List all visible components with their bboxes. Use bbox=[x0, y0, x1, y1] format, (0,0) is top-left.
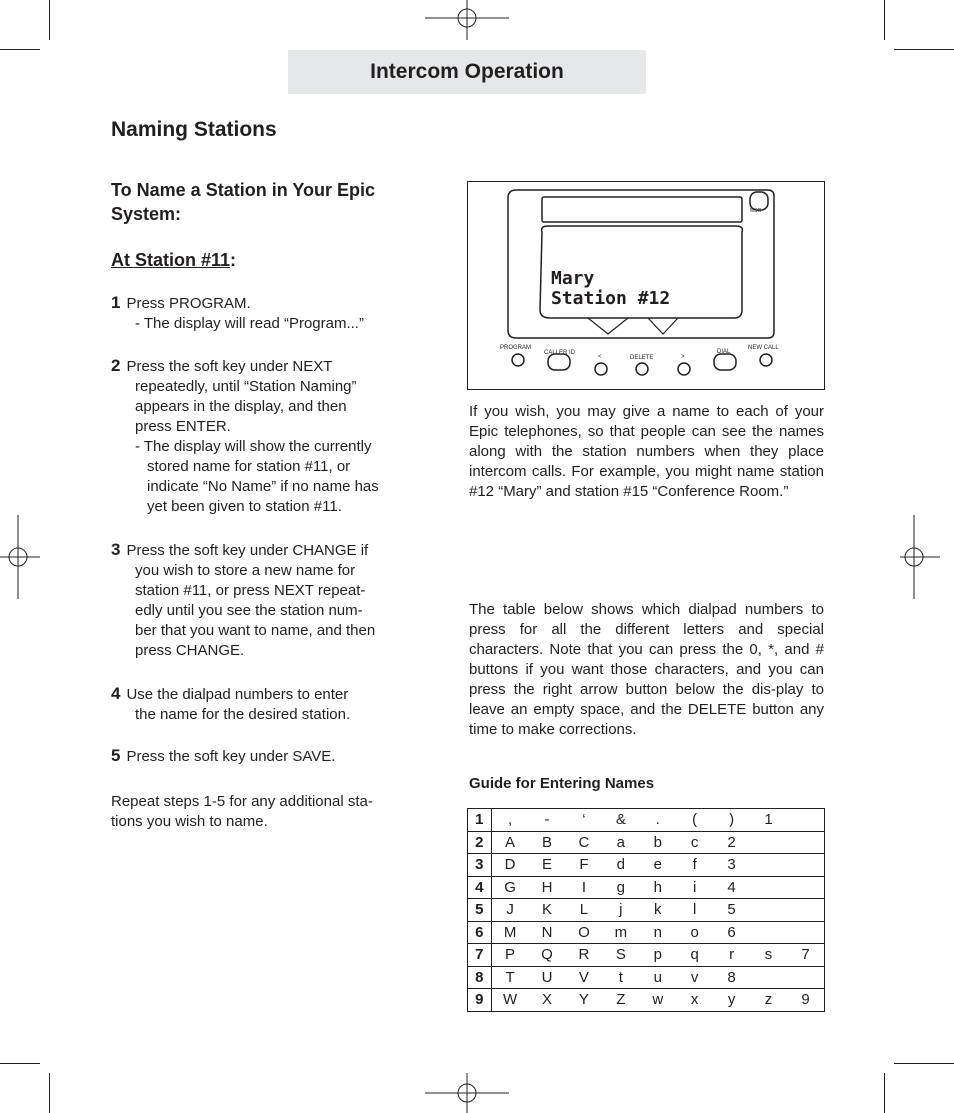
character-cell: M bbox=[491, 921, 528, 944]
registration-mark-left bbox=[0, 515, 40, 599]
step-4 bbox=[111, 684, 411, 746]
program-button-icon bbox=[512, 354, 524, 366]
character-cell: m bbox=[602, 921, 639, 944]
character-cell bbox=[750, 831, 787, 854]
character-cell: U bbox=[529, 966, 566, 989]
station-heading bbox=[111, 250, 236, 271]
lcd-text bbox=[551, 269, 670, 309]
guide-title: Guide for Entering Names bbox=[469, 775, 655, 792]
character-cell: k bbox=[639, 899, 676, 922]
character-cell: P bbox=[491, 944, 528, 967]
step-text: yet been given to station #11. bbox=[147, 498, 342, 515]
step-text: you wish to store a new name for bbox=[135, 562, 356, 579]
character-cell: G bbox=[491, 876, 528, 899]
table-row bbox=[468, 989, 825, 1012]
step-number: 1 bbox=[111, 293, 121, 312]
step-text: Use the dialpad numbers to enter bbox=[126, 686, 349, 703]
character-cell bbox=[750, 966, 787, 989]
character-cell: 2 bbox=[713, 831, 750, 854]
character-cell: s bbox=[750, 944, 787, 967]
step-text: - The display will read “Program...” bbox=[135, 315, 364, 332]
key-label-program: PROGRAM bbox=[500, 345, 532, 351]
repeat-line-1: Repeat steps 1-5 for any additional sta- bbox=[111, 793, 373, 810]
step-number: 4 bbox=[111, 684, 121, 703]
step-number: 3 bbox=[111, 540, 121, 559]
character-cell: Q bbox=[529, 944, 566, 967]
table-row bbox=[468, 831, 825, 854]
character-cell: J bbox=[491, 899, 528, 922]
character-cell: c bbox=[676, 831, 713, 854]
step-text: - The display will show the currently bbox=[135, 438, 372, 455]
table-row bbox=[468, 809, 825, 832]
new-call-button-icon bbox=[760, 354, 772, 366]
table-row bbox=[468, 876, 825, 899]
registration-mark-bottom bbox=[425, 1073, 509, 1113]
dial-button-icon bbox=[714, 354, 736, 370]
character-cell: S bbox=[602, 944, 639, 967]
table-row bbox=[468, 899, 825, 922]
station-heading-text: At Station #11 bbox=[111, 250, 231, 270]
repeat-line-2: tions you wish to name. bbox=[111, 813, 268, 830]
character-cell bbox=[787, 921, 825, 944]
right-arrow-button-icon bbox=[678, 363, 690, 375]
key-label-new-call: NEW CALL bbox=[748, 345, 779, 351]
character-cell: F bbox=[565, 854, 602, 877]
character-cell: q bbox=[676, 944, 713, 967]
header-title: Intercom Operation bbox=[288, 50, 646, 94]
character-cell: & bbox=[602, 809, 639, 832]
character-cell: g bbox=[602, 876, 639, 899]
table-row bbox=[468, 854, 825, 877]
character-cell: t bbox=[602, 966, 639, 989]
character-cell bbox=[787, 831, 825, 854]
character-cell: Y bbox=[565, 989, 602, 1012]
dialpad-key: 2 bbox=[468, 831, 492, 854]
registration-mark-right bbox=[900, 515, 940, 599]
character-cell: C bbox=[565, 831, 602, 854]
character-cell: a bbox=[602, 831, 639, 854]
character-cell bbox=[787, 809, 825, 832]
step-number: 2 bbox=[111, 356, 121, 375]
steps-list bbox=[111, 293, 411, 767]
station-heading-colon: : bbox=[230, 250, 237, 270]
intro-paragraph: If you wish, you may give a name to each of your Epic telephones, so that people can see the names along with the station numbers when they place intercom calls. For example, you might name station #12 “Mary” and station #15 “Conference Room.” bbox=[469, 403, 824, 500]
step-text: indicate “No Name” if no name has bbox=[147, 478, 379, 495]
character-cell: z bbox=[750, 989, 787, 1012]
character-cell bbox=[750, 876, 787, 899]
character-cell: A bbox=[491, 831, 528, 854]
character-cell: 9 bbox=[787, 989, 825, 1012]
subtitle-line-1: To Name a Station in Your Epic bbox=[111, 180, 376, 200]
step-text: stored name for station #11, or bbox=[147, 458, 351, 475]
character-cell: , bbox=[491, 809, 528, 832]
character-cell: K bbox=[529, 899, 566, 922]
character-cell: 3 bbox=[713, 854, 750, 877]
character-cell: 7 bbox=[787, 944, 825, 967]
character-cell: 5 bbox=[713, 899, 750, 922]
character-cell bbox=[750, 854, 787, 877]
character-cell: w bbox=[639, 989, 676, 1012]
key-label-caller-id: CALLER ID bbox=[544, 350, 576, 356]
character-cell: X bbox=[529, 989, 566, 1012]
subtitle-line-2: System: bbox=[111, 204, 182, 224]
character-cell: D bbox=[491, 854, 528, 877]
character-cell: f bbox=[676, 854, 713, 877]
phone-display-illustration bbox=[467, 181, 825, 390]
dialpad-key: 6 bbox=[468, 921, 492, 944]
character-cell: ) bbox=[713, 809, 750, 832]
caller-id-button-icon bbox=[548, 354, 570, 370]
character-cell: N bbox=[529, 921, 566, 944]
registration-mark-top bbox=[425, 0, 509, 40]
section-title: Naming Stations bbox=[111, 118, 277, 141]
top-display-strip bbox=[542, 197, 742, 222]
step-1 bbox=[111, 293, 411, 356]
character-cell: I bbox=[565, 876, 602, 899]
step-text: press ENTER. bbox=[135, 418, 231, 435]
character-cell: ‘ bbox=[565, 809, 602, 832]
msg-label: MSG bbox=[750, 208, 762, 214]
character-cell: T bbox=[491, 966, 528, 989]
name-entry-guide-table bbox=[467, 808, 825, 1012]
character-cell: R bbox=[565, 944, 602, 967]
delete-button-icon bbox=[636, 363, 648, 375]
step-text: repeatedly, until “Station Naming” bbox=[135, 378, 357, 395]
key-label-right-arrow: > bbox=[681, 354, 685, 360]
character-cell: d bbox=[602, 854, 639, 877]
character-cell: n bbox=[639, 921, 676, 944]
dialpad-key: 7 bbox=[468, 944, 492, 967]
step-text: edly until you see the station num- bbox=[135, 602, 363, 619]
dialpad-key: 5 bbox=[468, 899, 492, 922]
step-2 bbox=[111, 356, 411, 540]
key-label-dial: DIAL bbox=[717, 349, 731, 355]
character-cell: ( bbox=[676, 809, 713, 832]
step-text: ber that you want to name, and then bbox=[135, 622, 376, 639]
character-cell: - bbox=[529, 809, 566, 832]
table-row bbox=[468, 921, 825, 944]
character-cell: o bbox=[676, 921, 713, 944]
left-arrow-button-icon bbox=[595, 363, 607, 375]
character-cell: H bbox=[529, 876, 566, 899]
character-cell bbox=[787, 966, 825, 989]
step-text: Press the soft key under NEXT bbox=[126, 358, 333, 375]
procedure-subtitle bbox=[111, 178, 421, 226]
character-cell: j bbox=[602, 899, 639, 922]
character-cell: . bbox=[639, 809, 676, 832]
step-5 bbox=[111, 746, 411, 767]
character-cell: O bbox=[565, 921, 602, 944]
character-cell: W bbox=[491, 989, 528, 1012]
character-cell: y bbox=[713, 989, 750, 1012]
step-text: the name for the desired station. bbox=[135, 706, 351, 723]
table-row bbox=[468, 944, 825, 967]
character-cell bbox=[787, 899, 825, 922]
step-text: press CHANGE. bbox=[135, 642, 245, 659]
dialpad-key: 1 bbox=[468, 809, 492, 832]
character-cell: b bbox=[639, 831, 676, 854]
character-cell: Z bbox=[602, 989, 639, 1012]
step-text: Press the soft key under CHANGE if bbox=[126, 542, 369, 559]
dialpad-key: 3 bbox=[468, 854, 492, 877]
character-cell: u bbox=[639, 966, 676, 989]
lcd-line-1: Mary bbox=[551, 268, 595, 289]
key-label-delete: DELETE bbox=[630, 355, 654, 361]
character-cell: i bbox=[676, 876, 713, 899]
character-cell bbox=[750, 899, 787, 922]
character-cell: L bbox=[565, 899, 602, 922]
repeat-note bbox=[111, 792, 411, 832]
table-row bbox=[468, 966, 825, 989]
character-cell: l bbox=[676, 899, 713, 922]
character-cell: h bbox=[639, 876, 676, 899]
character-cell: 1 bbox=[750, 809, 787, 832]
character-cell: 8 bbox=[713, 966, 750, 989]
character-cell: x bbox=[676, 989, 713, 1012]
step-3 bbox=[111, 540, 411, 684]
dialpad-key: 9 bbox=[468, 989, 492, 1012]
character-cell: p bbox=[639, 944, 676, 967]
step-number: 5 bbox=[111, 746, 121, 765]
dialpad-key: 8 bbox=[468, 966, 492, 989]
character-cell: v bbox=[676, 966, 713, 989]
dialpad-key: 4 bbox=[468, 876, 492, 899]
table-explanation-paragraph: The table below shows which dialpad numbers to press for all the different letters and special characters. Note that you can press the 0, *, and # buttons if you want those characters, and you can press the right arrow button below the dis-play to leave an empty space, and the DELETE button any time to make corrections. bbox=[469, 601, 824, 738]
character-cell: 6 bbox=[713, 921, 750, 944]
step-text: Press the soft key under SAVE. bbox=[126, 748, 336, 765]
step-text: Press PROGRAM. bbox=[126, 295, 251, 312]
character-cell: E bbox=[529, 854, 566, 877]
character-cell: V bbox=[565, 966, 602, 989]
step-text: appears in the display, and then bbox=[135, 398, 347, 415]
character-cell: 4 bbox=[713, 876, 750, 899]
character-cell bbox=[787, 854, 825, 877]
lcd-line-2: Station #12 bbox=[551, 288, 671, 309]
character-cell: r bbox=[713, 944, 750, 967]
character-cell bbox=[787, 876, 825, 899]
character-cell: e bbox=[639, 854, 676, 877]
character-cell bbox=[750, 921, 787, 944]
step-text: station #11, or press NEXT repeat- bbox=[135, 582, 366, 599]
key-label-left-arrow: < bbox=[598, 354, 602, 360]
character-cell: B bbox=[529, 831, 566, 854]
